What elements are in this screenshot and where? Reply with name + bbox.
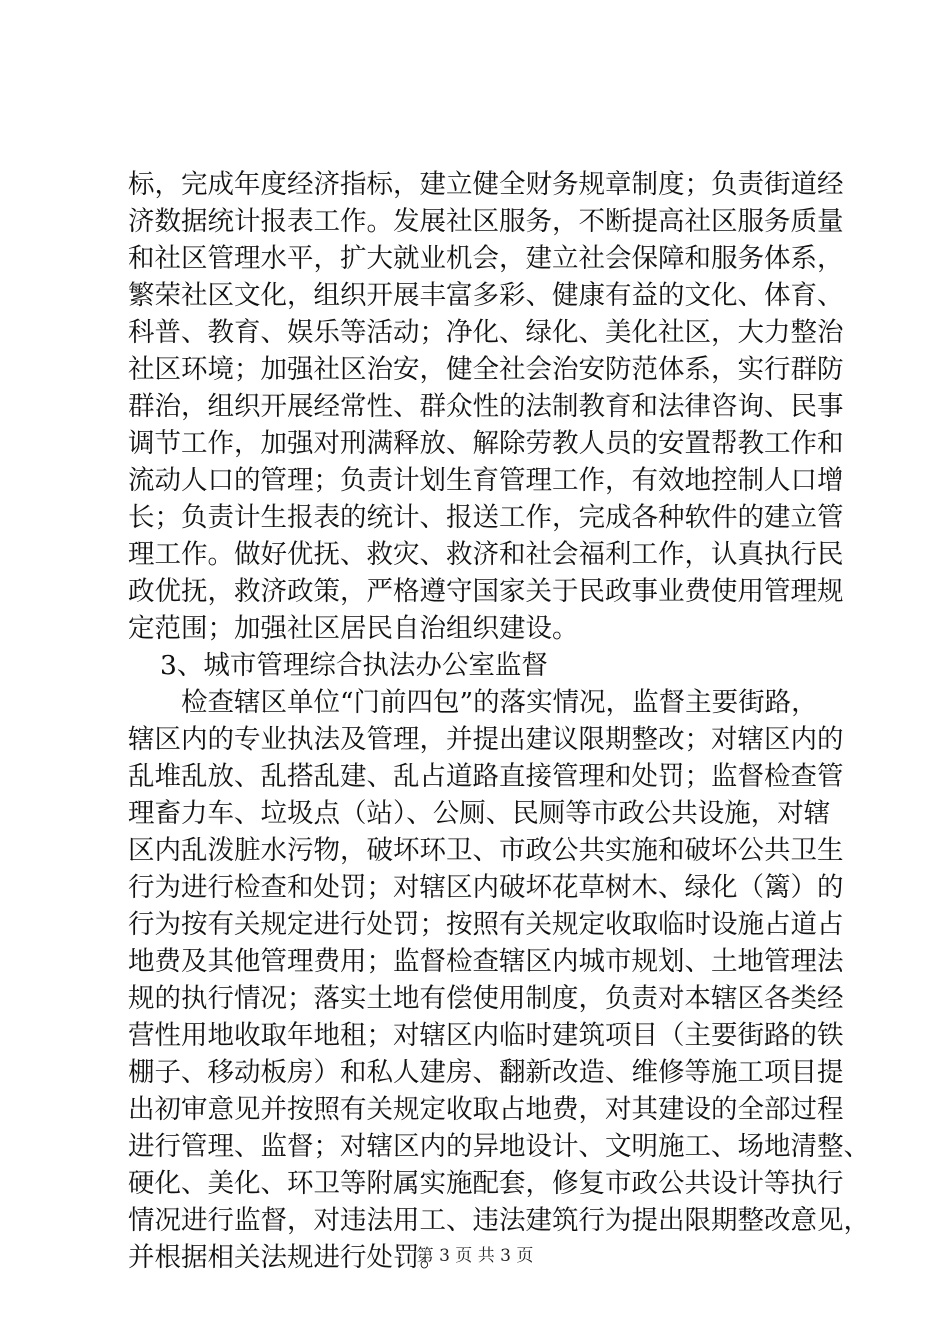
text-line: 调节工作，加强对刑满释放、解除劳教人员的安置帮教工作和 [128, 428, 844, 459]
text-line: 流动人口的管理；负责计划生育管理工作，有效地控制人口增 [128, 465, 844, 496]
text-line: 济数据统计报表工作。发展社区服务，不断提高社区服务质量 [128, 206, 844, 237]
text-line: 长；负责计生报表的统计、报送工作，完成各种软件的建立管 [128, 502, 844, 533]
paragraph-1 [128, 166, 844, 647]
text-line: 营性用地收取年地租；对辖区内临时建筑项目（主要街路的铁 [128, 1020, 844, 1051]
text-line: 进行管理、监督；对辖区内的异地设计、文明施工、场地清整、 [128, 1131, 870, 1162]
text-line: 群治，组织开展经常性、群众性的法制教育和法律咨询、民事 [128, 391, 844, 422]
text-line: 检查辖区单位“门前四包”的落实情况，监督主要街路， [181, 687, 818, 718]
text-line: 行为按有关规定进行处罚；按照有关规定收取临时设施占道占 [128, 909, 844, 940]
text-line: 繁荣社区文化，组织开展丰富多彩、健康有益的文化、体育、 [128, 280, 844, 311]
text-line: 出初审意见并按照有关规定收取占地费，对其建设的全部过程 [128, 1094, 844, 1125]
text-line: 理工作。做好优抚、救灾、救济和社会福利工作，认真执行民 [128, 539, 844, 570]
text-line: 行为进行检查和处罚；对辖区内破坏花草树木、绿化（篱）的 [128, 872, 844, 903]
text-line: 硬化、美化、环卫等附属实施配套，修复市政公共设计等执行 [128, 1168, 844, 1199]
text-line: 规的执行情况；落实土地有偿使用制度，负责对本辖区各类经 [128, 983, 844, 1014]
text-line: 辖区内的专业执法及管理，并提出建议限期整改；对辖区内的 [128, 724, 844, 755]
document-body [128, 166, 870, 1276]
text-line: 和社区管理水平，扩大就业机会，建立社会保障和服务体系， [128, 243, 844, 274]
text-line: 情况进行监督，对违法用工、违法建筑行为提出限期整改意见， [128, 1205, 870, 1236]
text-line: 科普、教育、娱乐等活动；净化、绿化、美化社区，大力整治 [128, 317, 844, 348]
paragraph-2 [128, 684, 870, 1276]
text-line: 乱堆乱放、乱搭乱建、乱占道路直接管理和处罚；监督检查管 [128, 761, 844, 792]
text-line: 标，完成年度经济指标，建立健全财务规章制度；负责街道经 [128, 169, 844, 200]
section-heading: 3、城市管理综合执法办公室监督 [160, 650, 548, 681]
text-line: 区内乱泼脏水污物，破坏环卫、市政公共实施和破坏公共卫生 [128, 835, 844, 866]
text-line: 棚子、移动板房）和私人建房、翻新改造、维修等施工项目提 [128, 1057, 844, 1088]
page-number-footer: 第 3 页 共 3 页 [416, 1246, 534, 1266]
text-line: 地费及其他管理费用；监督检查辖区内城市规划、土地管理法 [128, 946, 844, 977]
text-line: 政优抚，救济政策，严格遵守国家关于民政事业费使用管理规 [128, 576, 844, 607]
text-line: 并根据相关法规进行处罚。 [128, 1242, 446, 1273]
text-line: 定范围；加强社区居民自治组织建设。 [128, 613, 579, 644]
text-line: 社区环境；加强社区治安，健全社会治安防范体系，实行群防 [128, 354, 844, 385]
text-line: 理畜力车、垃圾点（站）、公厕、民厕等市政公共设施，对辖 [128, 798, 831, 829]
